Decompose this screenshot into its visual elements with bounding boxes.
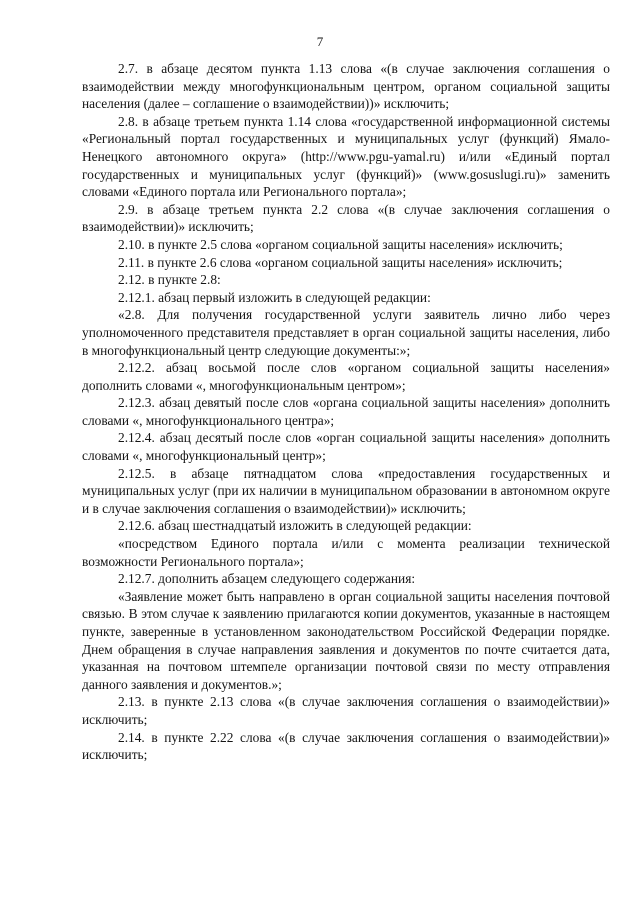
quote-unified-portal: «посредством Единого портала и/или с момента реализации технической возможности Регионального портала»; [82,536,610,569]
paragraph-2-9: 2.9. в абзаце третьем пункта 2.2 слова «(в случае заключения соглашения о взаимодействии)» исключить; [82,201,610,235]
paragraph-2-11: 2.11. в пункте 2.6 слова «органом социальной защиты населения» исключить; [118,254,563,270]
paragraph-2-12-2: 2.12.2. абзац восьмой после слов «органом социальной защиты населения» дополнить словами «, многофункциональным центром»; [82,360,610,393]
document-body [82,60,610,764]
paragraph-2-14: 2.14. в пункте 2.22 слова «(в случае заключения соглашения о взаимодействии)» исключить; [82,729,610,763]
paragraph-2-12-6: 2.12.6. абзац шестнадцатый изложить в следующей редакции: [118,518,472,534]
paragraph-2-8: 2.8. в абзаце третьем пункта 1.14 слова «государственной информационной системы «Региональный портал государственных и муниципальных услуг (функций) Ямало-Ненецкого автономного округа» (http://www.pgu-yamal.ru) и/или «Единый портал государственных и муниципальных услуг (функций)» (www.gosuslugi.ru)» заменить словами «Единого портала или Регионального портала»; [82,113,610,200]
paragraph-2-13: 2.13. в пункте 2.13 слова «(в случае заключения соглашения о взаимодействии)» исключить; [82,694,610,727]
paragraph-2-12-7: 2.12.7. дополнить абзацем следующего содержания: [118,571,416,587]
paragraph-2-12: 2.12. в пункте 2.8: [118,272,221,288]
paragraph-2-12-4: 2.12.4. абзац десятый после слов «орган социальной защиты населения» дополнить словами «, многофункциональный центр»; [82,430,610,464]
paragraph-2-7: 2.7. в абзаце десятом пункта 1.13 слова «(в случае заключения соглашения о взаимодействии между многофункциональным центром, органом социальной защиты населения (далее – соглашение о взаимодействии))» исключить; [82,61,610,112]
paragraph-2-12-5: 2.12.5. в абзаце пятнадцатом слова «предоставления государственных и муниципальных услуг (при их наличии в муниципальном образовании в автономном округе и в случае заключения соглашения о взаимодействии)» исключить; [82,465,610,516]
quote-2-8: «2.8. Для получения государственной услуги заявитель лично либо через уполномоченного представителя представляет в орган социальной защиты населения, либо в многофункциональный центр следующие документы:»; [82,307,610,358]
paragraph-2-10: 2.10. в пункте 2.5 слова «органом социальной защиты населения» исключить; [118,236,563,252]
paragraph-2-12-1: 2.12.1. абзац первый изложить в следующей редакции: [118,289,431,305]
quote-postal-application: «Заявление может быть направлено в орган социальной защиты населения почтовой связью. В этом случае к заявлению прилагаются копии документов, указанные в настоящем пункте, заверенные в установленном законодательством Российской Федерации порядке. Днем обращения в случае направления заявления и документов по почте считается дата, указанная на почтовом штемпеле организации почтовой связи по месту отправления данного заявления и документов.»; [82,588,610,692]
page-number: 7 [316,34,324,49]
paragraph-2-12-3: 2.12.3. абзац девятый после слов «органа социальной защиты населения» дополнить словами «, многофункционального центра»; [82,395,610,428]
